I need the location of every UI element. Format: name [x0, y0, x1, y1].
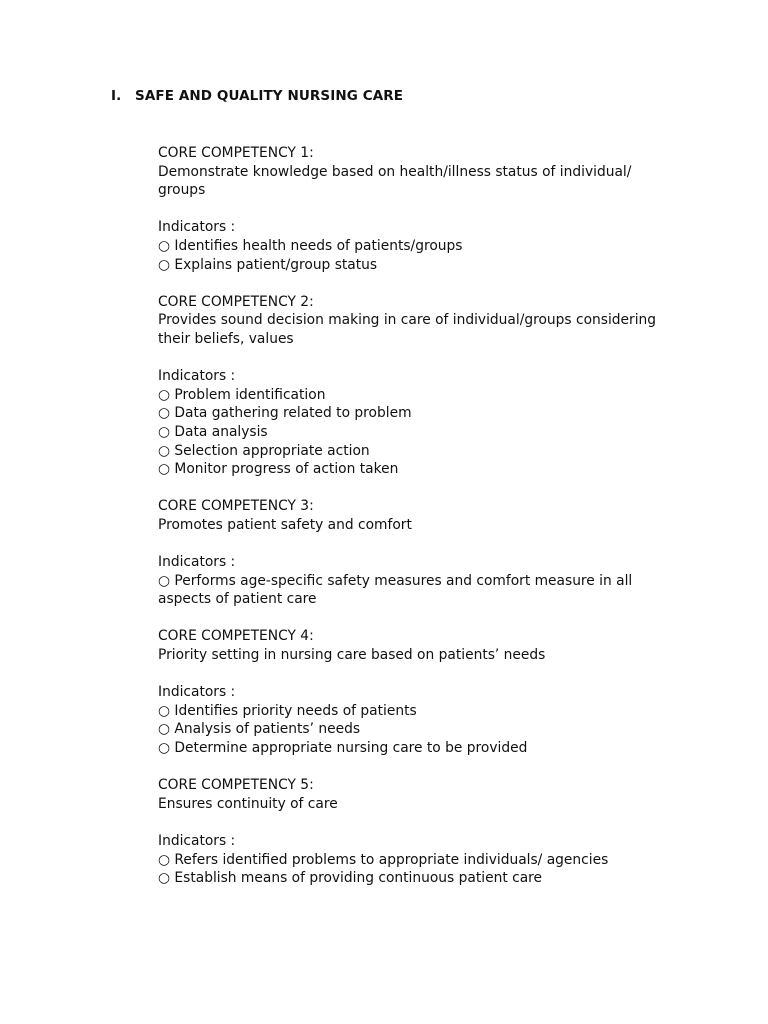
section-title: SAFE AND QUALITY NURSING CARE — [135, 88, 404, 104]
competency-description: Ensures continuity of care — [158, 795, 338, 812]
core-competency-5 — [158, 776, 678, 888]
indicators-label: Indicators : — [158, 219, 236, 236]
indicators-label: Indicators : — [158, 684, 236, 701]
indicator-item: ○ Data gathering related to problem — [158, 405, 412, 422]
competency-description: Promotes patient safety and comfort — [158, 516, 412, 533]
core-competency-3 — [158, 497, 678, 609]
competency-list — [158, 144, 678, 906]
indicator-item: ○ Establish means of providing continuous patient care — [158, 870, 543, 887]
competency-title: CORE COMPETENCY 5: — [158, 777, 314, 794]
competency-title: CORE COMPETENCY 1: — [158, 145, 314, 161]
indicators-list — [158, 553, 678, 609]
indicator-item: ○ Identifies priority needs of patients — [158, 702, 417, 719]
indicator-item: ○ Determine appropriate nursing care to be provided — [158, 740, 528, 756]
indicator-item: ○ Analysis of patients’ needs — [158, 721, 361, 738]
indicator-item: ○ Performs age-specific safety measures and comfort measure in all aspects of patient care — [158, 572, 633, 608]
competency-description: Demonstrate knowledge based on health/illness status of individual/ groups — [158, 163, 632, 199]
indicators-label: Indicators : — [158, 832, 236, 849]
competency-description: Priority setting in nursing care based on patients’ needs — [158, 647, 546, 664]
core-competency-2 — [158, 293, 678, 479]
indicators-label: Indicators : — [158, 554, 236, 571]
competency-title: CORE COMPETENCY 2: — [158, 293, 314, 310]
indicator-item: ○ Monitor progress of action taken — [158, 461, 399, 478]
indicators-list — [158, 832, 678, 888]
indicator-item: ○ Data analysis — [158, 423, 268, 440]
core-competency-1 — [158, 144, 678, 274]
competency-title: CORE COMPETENCY 4: — [158, 628, 314, 645]
indicator-item: ○ Explains patient/group status — [158, 256, 378, 273]
indicators-list — [158, 218, 678, 274]
section-number: I. — [111, 88, 122, 104]
indicator-item: ○ Problem identification — [158, 386, 326, 403]
section-heading — [111, 88, 403, 104]
indicators-list — [158, 683, 678, 757]
core-competency-4 — [158, 627, 678, 757]
indicators-list — [158, 367, 678, 479]
competency-description: Provides sound decision making in care of individual/groups considering their beliefs, values — [158, 312, 657, 347]
indicator-item: ○ Identifies health needs of patients/groups — [158, 237, 463, 254]
indicator-item: ○ Refers identified problems to appropriate individuals/ agencies — [158, 851, 609, 868]
competency-title: CORE COMPETENCY 3: — [158, 498, 314, 515]
indicators-label: Indicators : — [158, 368, 236, 385]
indicator-item: ○ Selection appropriate action — [158, 442, 370, 459]
